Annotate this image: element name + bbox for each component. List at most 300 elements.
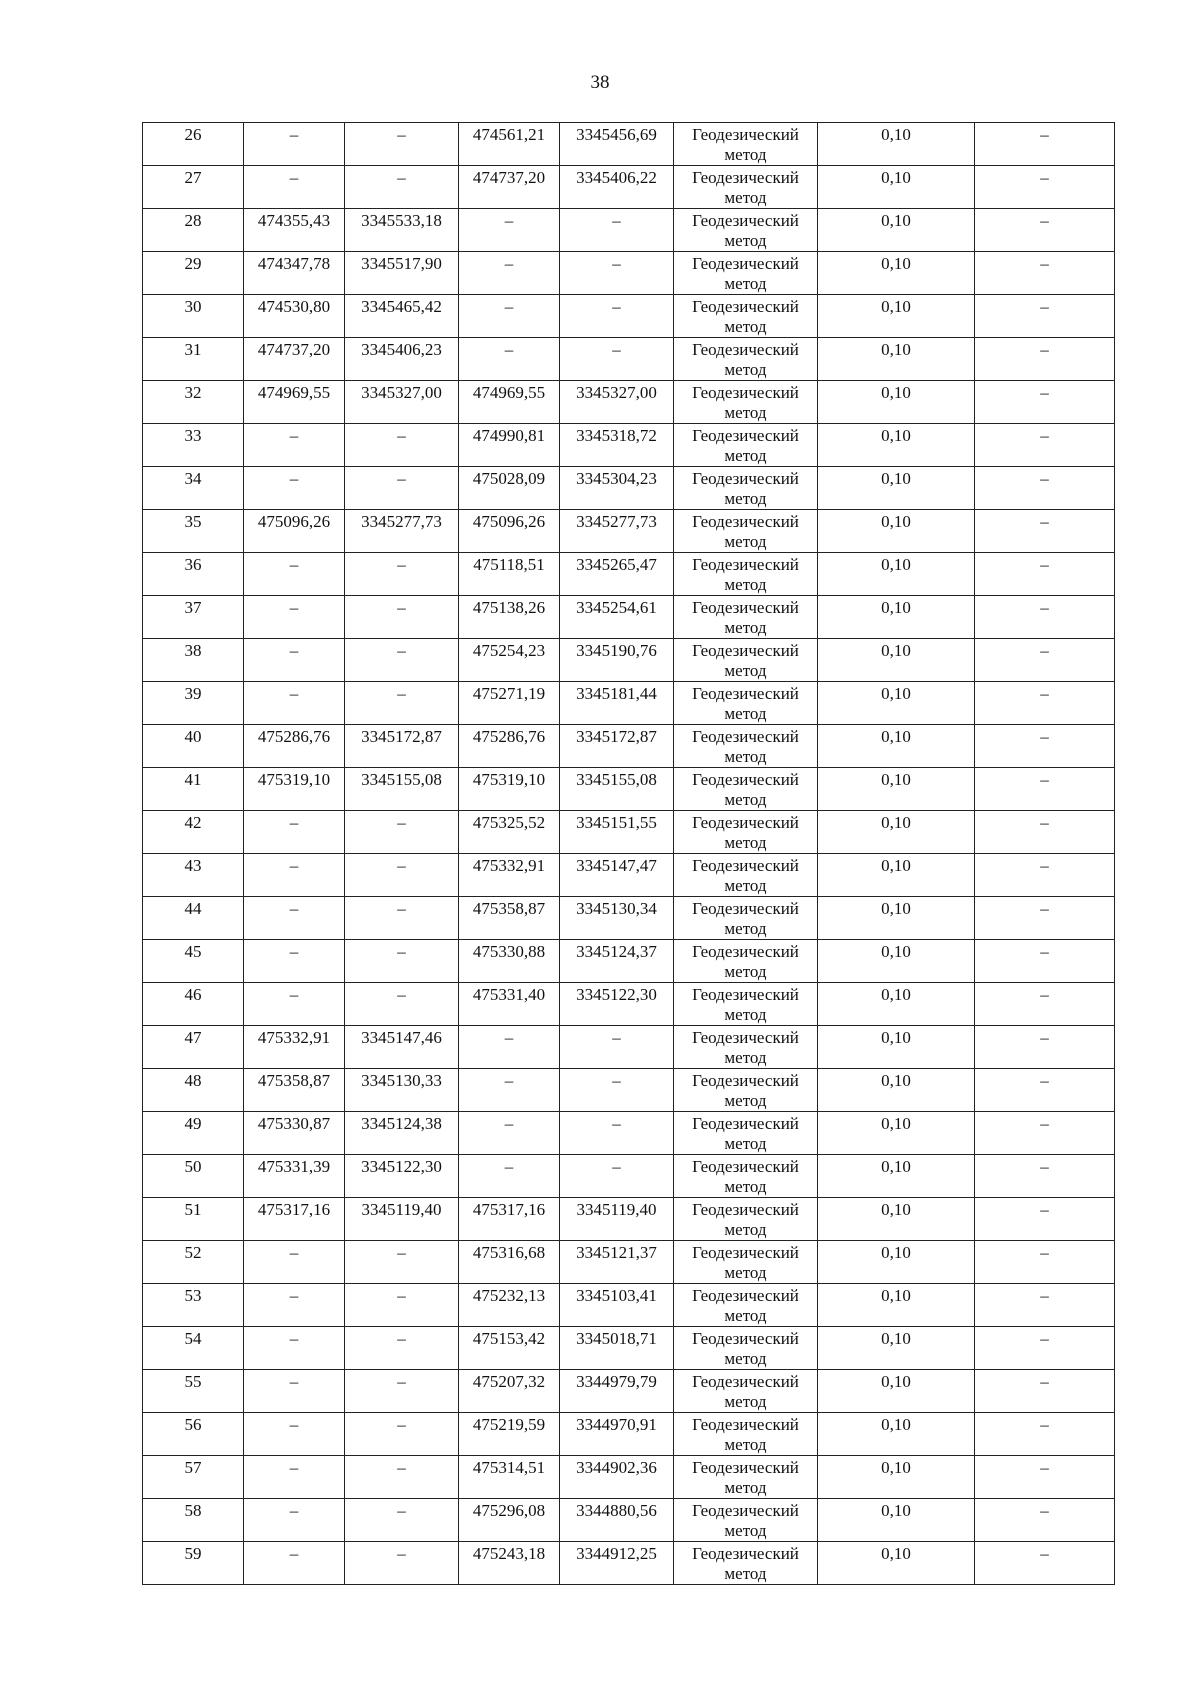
description-text: – [1040, 555, 1049, 574]
description-text: – [1040, 426, 1049, 445]
point-number-cell [143, 338, 244, 381]
existing-x-text: – [289, 1286, 299, 1305]
description-text: – [1040, 1028, 1049, 1047]
new-y-text: – [612, 340, 621, 359]
point-number-cell [143, 1499, 244, 1542]
point-number-text: 26 [184, 125, 202, 144]
accuracy-text: 0,10 [881, 1415, 911, 1434]
new-x-cell [459, 166, 560, 209]
accuracy-cell [818, 1026, 975, 1069]
method-cell [674, 338, 818, 381]
description-text: – [1040, 254, 1049, 273]
existing-y-cell [345, 1327, 459, 1370]
description-cell [975, 1284, 1115, 1327]
point-number-cell [143, 811, 244, 854]
existing-y-text: – [397, 125, 406, 144]
method-cell [674, 983, 818, 1026]
existing-x-cell [244, 510, 345, 553]
existing-y-cell [345, 983, 459, 1026]
existing-y-text: – [397, 641, 406, 660]
new-y-text: 3345304,23 [576, 469, 657, 488]
point-number-text: 47 [184, 1028, 202, 1047]
point-number-text: 42 [184, 813, 202, 832]
new-x-cell [459, 1241, 560, 1284]
existing-y-text: 3345517,90 [361, 254, 442, 273]
method-text: Геодезический метод [692, 1329, 799, 1368]
new-y-cell [560, 940, 674, 983]
new-x-text: 474561,21 [472, 125, 546, 144]
new-y-cell [560, 123, 674, 166]
point-number-text: 29 [184, 254, 202, 273]
accuracy-cell [818, 897, 975, 940]
existing-y-text: 3345119,40 [361, 1200, 442, 1219]
new-y-cell [560, 1026, 674, 1069]
existing-y-text: – [397, 1458, 406, 1477]
method-text: Геодезический метод [692, 727, 799, 766]
existing-y-text: 3345155,08 [361, 770, 442, 789]
new-y-cell [560, 338, 674, 381]
existing-x-text: 475330,87 [257, 1114, 331, 1133]
existing-x-cell [244, 1370, 345, 1413]
existing-x-text: 475332,91 [257, 1028, 331, 1047]
new-x-text: 475314,51 [472, 1458, 546, 1477]
accuracy-cell [818, 209, 975, 252]
accuracy-text: 0,10 [881, 1544, 911, 1563]
existing-x-text: – [289, 942, 299, 961]
existing-x-cell [244, 338, 345, 381]
method-text: Геодезический метод [692, 254, 799, 293]
new-y-cell [560, 1499, 674, 1542]
existing-x-cell [244, 811, 345, 854]
description-cell [975, 166, 1115, 209]
existing-x-text: – [289, 555, 299, 574]
description-cell [975, 811, 1115, 854]
new-x-text: – [504, 340, 514, 359]
new-x-cell [459, 854, 560, 897]
accuracy-cell [818, 1069, 975, 1112]
point-number-cell [143, 1456, 244, 1499]
description-cell [975, 252, 1115, 295]
point-number-cell [143, 940, 244, 983]
existing-x-text: 474355,43 [257, 211, 331, 230]
new-x-text: – [504, 1071, 514, 1090]
new-y-cell [560, 596, 674, 639]
description-cell [975, 381, 1115, 424]
table-row [143, 1026, 1115, 1069]
new-y-text: 3345190,76 [576, 641, 657, 660]
new-x-cell [459, 1327, 560, 1370]
existing-x-cell [244, 1198, 345, 1241]
new-x-cell [459, 1456, 560, 1499]
method-text: Геодезический метод [692, 1071, 799, 1110]
description-cell [975, 1198, 1115, 1241]
new-y-cell [560, 1413, 674, 1456]
method-text: Геодезический метод [692, 168, 799, 207]
accuracy-text: 0,10 [881, 383, 911, 402]
accuracy-cell [818, 1112, 975, 1155]
existing-y-cell [345, 811, 459, 854]
description-text: – [1040, 813, 1049, 832]
point-number-cell [143, 467, 244, 510]
accuracy-cell [818, 553, 975, 596]
description-text: – [1040, 211, 1049, 230]
new-y-text: – [612, 1028, 621, 1047]
method-text: Геодезический метод [692, 985, 799, 1024]
accuracy-cell [818, 252, 975, 295]
method-cell [674, 639, 818, 682]
description-cell [975, 553, 1115, 596]
point-number-cell [143, 166, 244, 209]
new-y-cell [560, 381, 674, 424]
point-number-text: 28 [184, 211, 202, 230]
method-text: Геодезический метод [692, 684, 799, 723]
accuracy-cell [818, 682, 975, 725]
accuracy-text: 0,10 [881, 770, 911, 789]
new-x-cell [459, 811, 560, 854]
accuracy-cell [818, 166, 975, 209]
method-text: Геодезический метод [692, 211, 799, 250]
accuracy-cell [818, 1542, 975, 1585]
new-x-text: 475207,32 [472, 1372, 546, 1391]
existing-y-text: – [397, 1243, 406, 1262]
point-number-text: 32 [184, 383, 202, 402]
accuracy-text: 0,10 [881, 512, 911, 531]
new-y-text: 3344970,91 [576, 1415, 657, 1434]
accuracy-text: 0,10 [881, 1157, 911, 1176]
method-cell [674, 1456, 818, 1499]
new-x-cell [459, 553, 560, 596]
existing-y-cell [345, 1026, 459, 1069]
existing-x-cell [244, 1499, 345, 1542]
description-cell [975, 639, 1115, 682]
new-x-cell [459, 510, 560, 553]
description-text: – [1040, 469, 1049, 488]
point-number-text: 52 [184, 1243, 202, 1262]
new-y-text: 3345456,69 [576, 125, 657, 144]
new-x-text: 475330,88 [472, 942, 546, 961]
coordinates-table [142, 122, 1115, 1585]
method-text: Геодезический метод [692, 469, 799, 508]
point-number-cell [143, 1026, 244, 1069]
point-number-cell [143, 1198, 244, 1241]
point-number-cell [143, 725, 244, 768]
description-text: – [1040, 1544, 1049, 1563]
table-row [143, 1284, 1115, 1327]
existing-x-cell [244, 1284, 345, 1327]
method-cell [674, 768, 818, 811]
accuracy-text: 0,10 [881, 1372, 911, 1391]
new-y-cell [560, 510, 674, 553]
new-x-cell [459, 768, 560, 811]
new-x-cell [459, 209, 560, 252]
existing-y-cell [345, 639, 459, 682]
accuracy-text: 0,10 [881, 125, 911, 144]
method-cell [674, 166, 818, 209]
existing-x-cell [244, 1542, 345, 1585]
description-text: – [1040, 168, 1049, 187]
existing-x-cell [244, 1413, 345, 1456]
new-x-cell [459, 983, 560, 1026]
existing-y-cell [345, 1499, 459, 1542]
method-text: Геодезический метод [692, 1243, 799, 1282]
point-number-text: 40 [184, 727, 202, 746]
accuracy-text: 0,10 [881, 985, 911, 1004]
accuracy-text: 0,10 [881, 641, 911, 660]
description-cell [975, 596, 1115, 639]
description-text: – [1040, 340, 1049, 359]
new-x-text: 475271,19 [472, 684, 546, 703]
accuracy-text: 0,10 [881, 598, 911, 617]
new-x-cell [459, 1198, 560, 1241]
accuracy-cell [818, 1284, 975, 1327]
description-text: – [1040, 1200, 1049, 1219]
accuracy-text: 0,10 [881, 727, 911, 746]
description-text: – [1040, 856, 1049, 875]
method-text: Геодезический метод [692, 856, 799, 895]
method-text: Геодезический метод [692, 1458, 799, 1497]
existing-y-cell [345, 1542, 459, 1585]
new-x-text: 475232,13 [472, 1286, 546, 1305]
new-x-text: 475153,42 [472, 1329, 546, 1348]
new-y-cell [560, 1155, 674, 1198]
method-text: Геодезический метод [692, 1501, 799, 1540]
point-number-cell [143, 854, 244, 897]
description-cell [975, 897, 1115, 940]
new-y-cell [560, 1284, 674, 1327]
accuracy-text: 0,10 [881, 297, 911, 316]
accuracy-text: 0,10 [881, 168, 911, 187]
method-cell [674, 123, 818, 166]
description-cell [975, 1026, 1115, 1069]
existing-x-text: 475286,76 [257, 727, 331, 746]
table-row [143, 983, 1115, 1026]
table-row [143, 123, 1115, 166]
method-cell [674, 209, 818, 252]
method-cell [674, 553, 818, 596]
existing-y-cell [345, 166, 459, 209]
point-number-cell [143, 209, 244, 252]
point-number-cell [143, 639, 244, 682]
existing-x-cell [244, 983, 345, 1026]
method-text: Геодезический метод [692, 641, 799, 680]
new-y-cell [560, 166, 674, 209]
existing-x-cell [244, 166, 345, 209]
existing-y-cell [345, 252, 459, 295]
description-cell [975, 209, 1115, 252]
accuracy-cell [818, 295, 975, 338]
accuracy-cell [818, 639, 975, 682]
description-cell [975, 295, 1115, 338]
existing-x-cell [244, 123, 345, 166]
table-row [143, 1327, 1115, 1370]
existing-x-text: 475319,10 [257, 770, 331, 789]
point-number-text: 34 [184, 469, 202, 488]
existing-y-text: – [397, 985, 406, 1004]
accuracy-text: 0,10 [881, 469, 911, 488]
existing-y-text: – [397, 856, 406, 875]
existing-x-cell [244, 1327, 345, 1370]
accuracy-cell [818, 1456, 975, 1499]
new-y-text: – [612, 211, 621, 230]
description-text: – [1040, 770, 1049, 789]
new-x-text: – [504, 1028, 514, 1047]
table-row [143, 1499, 1115, 1542]
point-number-cell [143, 768, 244, 811]
point-number-text: 39 [184, 684, 202, 703]
existing-y-text: – [397, 813, 406, 832]
new-x-cell [459, 897, 560, 940]
existing-y-text: – [397, 1415, 406, 1434]
description-text: – [1040, 684, 1049, 703]
existing-x-cell [244, 682, 345, 725]
table-row [143, 1413, 1115, 1456]
new-y-text: 3345172,87 [576, 727, 657, 746]
accuracy-cell [818, 1155, 975, 1198]
description-cell [975, 1241, 1115, 1284]
existing-y-cell [345, 553, 459, 596]
point-number-cell [143, 295, 244, 338]
point-number-text: 55 [184, 1372, 202, 1391]
method-cell [674, 854, 818, 897]
existing-y-cell [345, 897, 459, 940]
new-x-text: 474990,81 [472, 426, 546, 445]
table-row [143, 166, 1115, 209]
point-number-text: 58 [184, 1501, 202, 1520]
existing-y-text: 3345122,30 [361, 1157, 442, 1176]
existing-y-text: 3345465,42 [361, 297, 442, 316]
existing-x-cell [244, 639, 345, 682]
method-text: Геодезический метод [692, 813, 799, 852]
table-row [143, 1155, 1115, 1198]
table-row [143, 553, 1115, 596]
accuracy-text: 0,10 [881, 1114, 911, 1133]
new-x-cell [459, 123, 560, 166]
description-text: – [1040, 383, 1049, 402]
table-row [143, 811, 1115, 854]
accuracy-text: 0,10 [881, 555, 911, 574]
point-number-text: 30 [184, 297, 202, 316]
existing-y-cell [345, 1069, 459, 1112]
method-cell [674, 1198, 818, 1241]
existing-y-text: 3345130,33 [361, 1071, 442, 1090]
point-number-cell [143, 553, 244, 596]
accuracy-text: 0,10 [881, 254, 911, 273]
point-number-cell [143, 596, 244, 639]
existing-y-text: 3345172,87 [361, 727, 442, 746]
method-text: Геодезический метод [692, 512, 799, 551]
existing-x-cell [244, 768, 345, 811]
new-y-cell [560, 467, 674, 510]
new-y-cell [560, 1198, 674, 1241]
new-x-cell [459, 725, 560, 768]
method-text: Геодезический метод [692, 426, 799, 465]
point-number-text: 33 [184, 426, 202, 445]
new-x-text: 475296,08 [472, 1501, 546, 1520]
table-row [143, 424, 1115, 467]
new-x-text: – [504, 1157, 514, 1176]
new-y-cell [560, 252, 674, 295]
existing-x-text: – [289, 899, 299, 918]
table-row [143, 725, 1115, 768]
description-text: – [1040, 1372, 1049, 1391]
existing-x-cell [244, 1155, 345, 1198]
accuracy-text: 0,10 [881, 813, 911, 832]
point-number-cell [143, 1542, 244, 1585]
existing-y-cell [345, 467, 459, 510]
accuracy-text: 0,10 [881, 942, 911, 961]
new-y-cell [560, 1456, 674, 1499]
accuracy-cell [818, 811, 975, 854]
point-number-cell [143, 1112, 244, 1155]
existing-y-text: – [397, 426, 406, 445]
description-cell [975, 983, 1115, 1026]
point-number-cell [143, 1413, 244, 1456]
existing-y-text: – [397, 1544, 406, 1563]
point-number-text: 36 [184, 555, 202, 574]
new-x-text: 475358,87 [472, 899, 546, 918]
description-cell [975, 1456, 1115, 1499]
method-text: Геодезический метод [692, 297, 799, 336]
existing-y-cell [345, 725, 459, 768]
accuracy-text: 0,10 [881, 340, 911, 359]
method-cell [674, 1370, 818, 1413]
existing-y-text: 3345406,23 [361, 340, 442, 359]
existing-y-cell [345, 940, 459, 983]
point-number-text: 56 [184, 1415, 202, 1434]
point-number-text: 50 [184, 1157, 202, 1176]
description-cell [975, 424, 1115, 467]
new-x-text: 474969,55 [472, 383, 546, 402]
existing-x-cell [244, 553, 345, 596]
existing-x-cell [244, 424, 345, 467]
existing-y-text: 3345147,46 [361, 1028, 442, 1047]
point-number-text: 49 [184, 1114, 202, 1133]
new-x-cell [459, 1413, 560, 1456]
point-number-text: 46 [184, 985, 202, 1004]
new-y-text: 3344880,56 [576, 1501, 657, 1520]
new-y-text: 3345277,73 [576, 512, 657, 531]
new-x-cell [459, 381, 560, 424]
description-cell [975, 1327, 1115, 1370]
new-y-cell [560, 1112, 674, 1155]
existing-y-cell [345, 854, 459, 897]
description-text: – [1040, 512, 1049, 531]
new-y-text: 3344902,36 [576, 1458, 657, 1477]
table-row [143, 639, 1115, 682]
point-number-text: 48 [184, 1071, 202, 1090]
method-text: Геодезический метод [692, 1028, 799, 1067]
method-text: Геодезический метод [692, 340, 799, 379]
method-cell [674, 725, 818, 768]
new-y-cell [560, 811, 674, 854]
new-x-text: 475243,18 [472, 1544, 546, 1563]
method-cell [674, 1542, 818, 1585]
table-row [143, 1542, 1115, 1585]
point-number-text: 37 [184, 598, 202, 617]
new-x-text: 475254,23 [472, 641, 546, 660]
accuracy-text: 0,10 [881, 1329, 911, 1348]
table-row [143, 252, 1115, 295]
table-row [143, 295, 1115, 338]
new-y-text: 3345151,55 [576, 813, 657, 832]
point-number-cell [143, 1241, 244, 1284]
new-y-text: 3344979,79 [576, 1372, 657, 1391]
table-row [143, 209, 1115, 252]
existing-x-text: – [289, 125, 299, 144]
new-y-text: 3345147,47 [576, 856, 657, 875]
existing-x-cell [244, 295, 345, 338]
accuracy-text: 0,10 [881, 426, 911, 445]
